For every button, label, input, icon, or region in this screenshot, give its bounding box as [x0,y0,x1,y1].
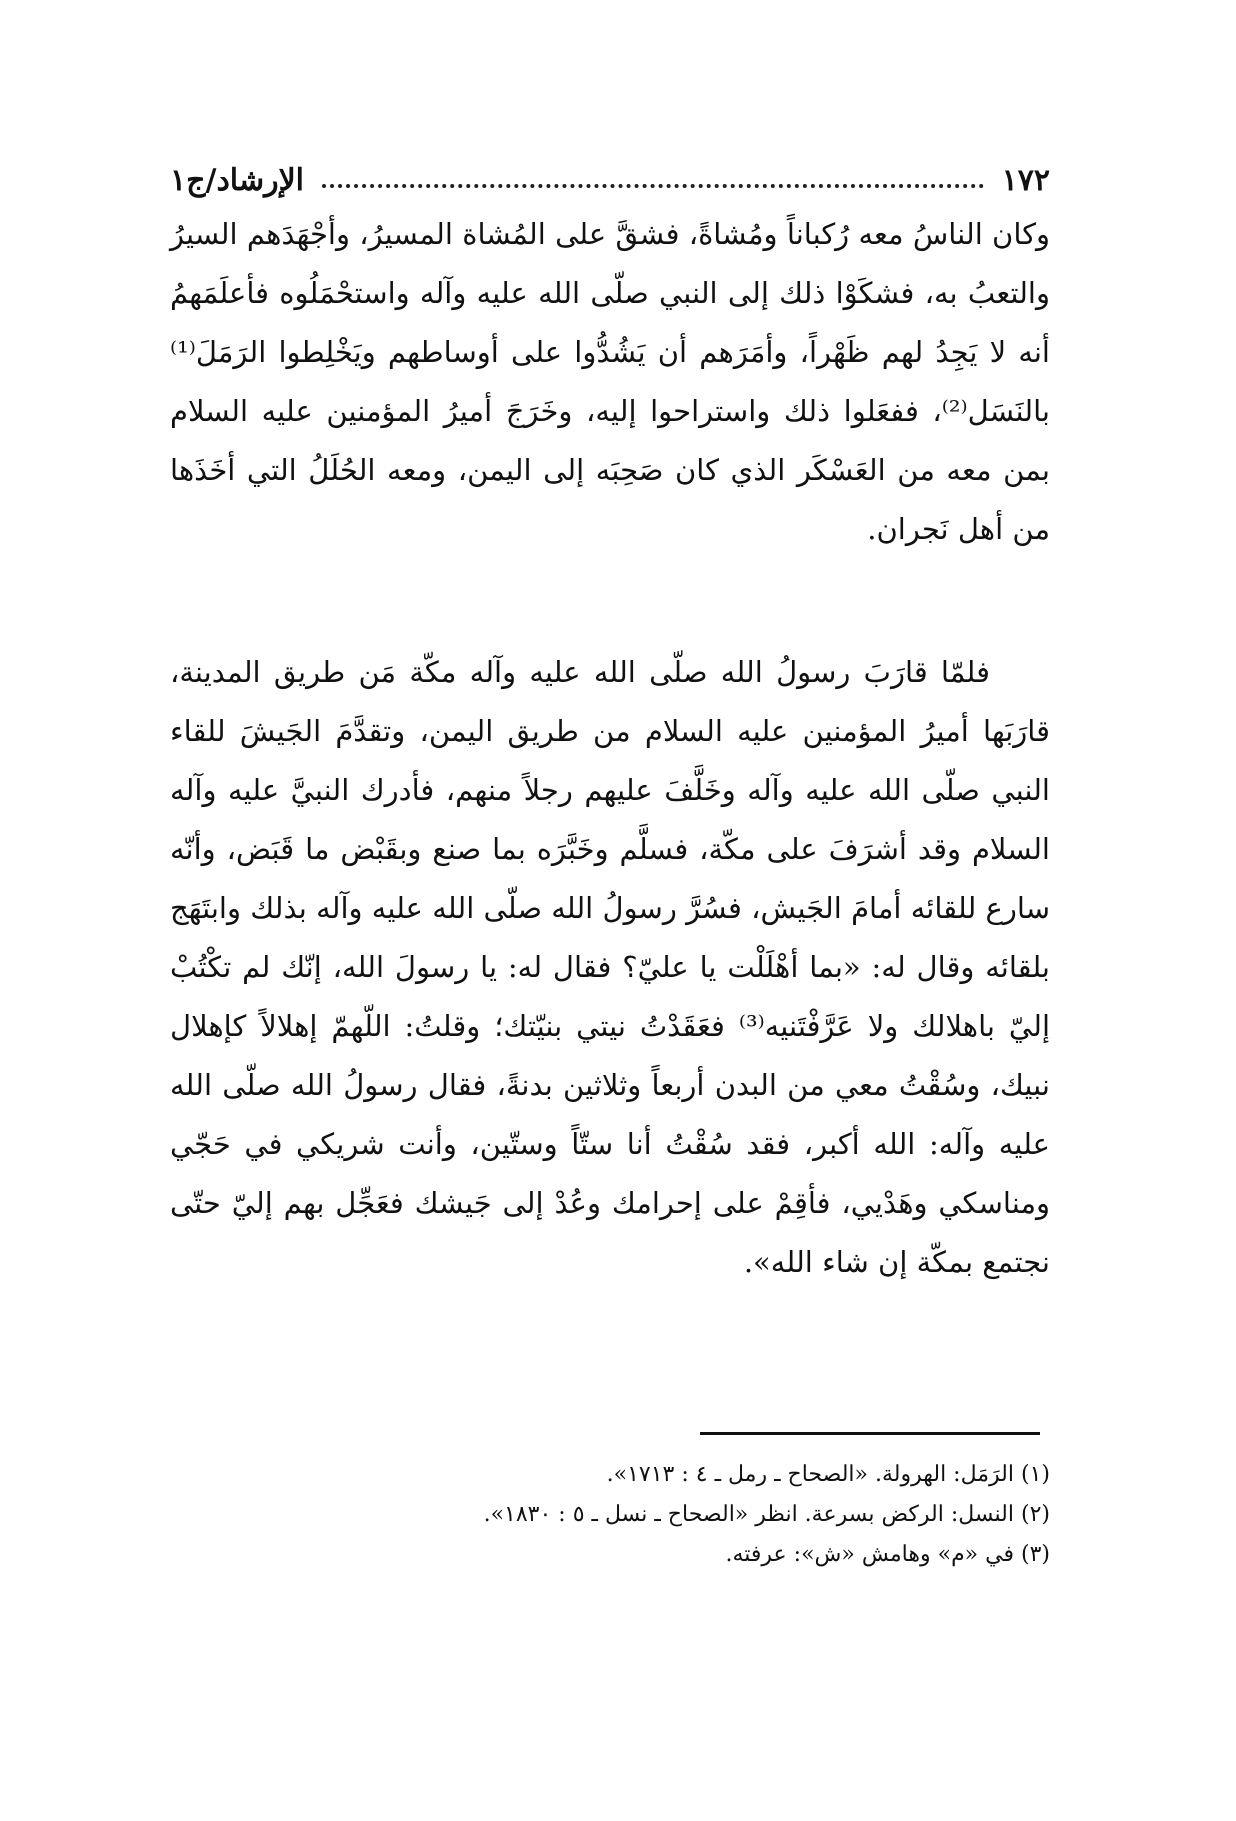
footnotes [170,1455,1050,1575]
footnote-separator [700,1432,1040,1435]
paragraph-text: فلمّا قارَبَ رسولُ الله صلّى الله عليه وآله مكّة مَن طريق المدينة، قارَبَها أميرُ المؤمنين عليه السلام من طريق اليمن، وتقدَّمَ الجَيشَ للقاء النبي صلّى الله عليه وآله وخَلَّفَ عليهم رجلاً منهم، فأدرك النبيَّ عليه وآله السلام وقد أشرَفَ على مكّة، فسلَّم وخَبَّرَه بما صنع وبقَبْض ما قَبَض، وأنّه سارع للقائه أمامَ الجَيش، فسُرَّ رسولُ الله صلّى الله عليه وآله بذلك وابتَهَج بلقائه وقال له: «بما أهْلَلْت يا عليّ؟ فقال له: يا رسولَ الله، إنّك لم تكْتُبْ إليّ باهلالك ولا عَرَّفْتَنيه⁽³⁾ فعَقَدْتُ نيتي بنيّتك؛ وقلتُ: اللّهمّ إهلالاً كإهلال نبيك، وسُقْتُ معي من البدن أربعاً وثلاثين بدنةً، فقال رسولُ الله صلّى الله عليه وآله: الله أكبر، فقد سُقْتُ أنا ستّاً وستّين، وأنت شريكي في حَجّي ومناسكي وهَدْيي، فأقِمْ على إحرامك وعُدْ إلى جَيشك فعَجِّل بهم إليّ حتّى نجتمع بمكّة إن شاء الله». [170,655,1050,1279]
footnote-1: (١) الرَمَل: الهرولة. «الصحاح ـ رمل ـ ٤ : ١٧١٣». [606,1462,1050,1487]
page-header [170,150,1050,210]
body-paragraph-1 [170,205,1050,559]
page-number: ١٧٢ [1001,162,1050,198]
footnote-3: (٣) في «م» وهامش «ش»: عرفته. [725,1542,1050,1567]
footnote-2: (٢) النسل: الركض بسرعة. انظر «الصحاح ـ نسل ـ ٥ : ١٨٣٠». [483,1502,1050,1527]
running-title: الإرشاد/ج١ [170,162,305,198]
header-dot-leader [322,184,984,188]
paragraph-text: وكان الناسُ معه رُكباناً ومُشاةً، فشقَّ على المُشاة المسيرُ، وأجْهَدَهم السيرُ والتعبُ به، فشكَوْا ذلك إلى النبي صلّى الله عليه وآله واستحْمَلُوه فأعلَمَهمُ أنه لا يَجِدُ لهم ظَهْراً، وأمَرَهم أن يَشُدُّوا على أوساطهم ويَخْلِطوا الرَمَلَ⁽¹⁾ بالنَسَل⁽²⁾، ففعَلوا ذلك واستراحوا إليه، وخَرَجَ أميرُ المؤمنين عليه السلام بمن معه من العَسْكَر الذي كان صَحِبَه إلى اليمن، ومعه الحُلَلُ التي أخَذَها من أهل نَجران. [170,217,1050,546]
body-paragraph-2 [170,643,1050,1292]
